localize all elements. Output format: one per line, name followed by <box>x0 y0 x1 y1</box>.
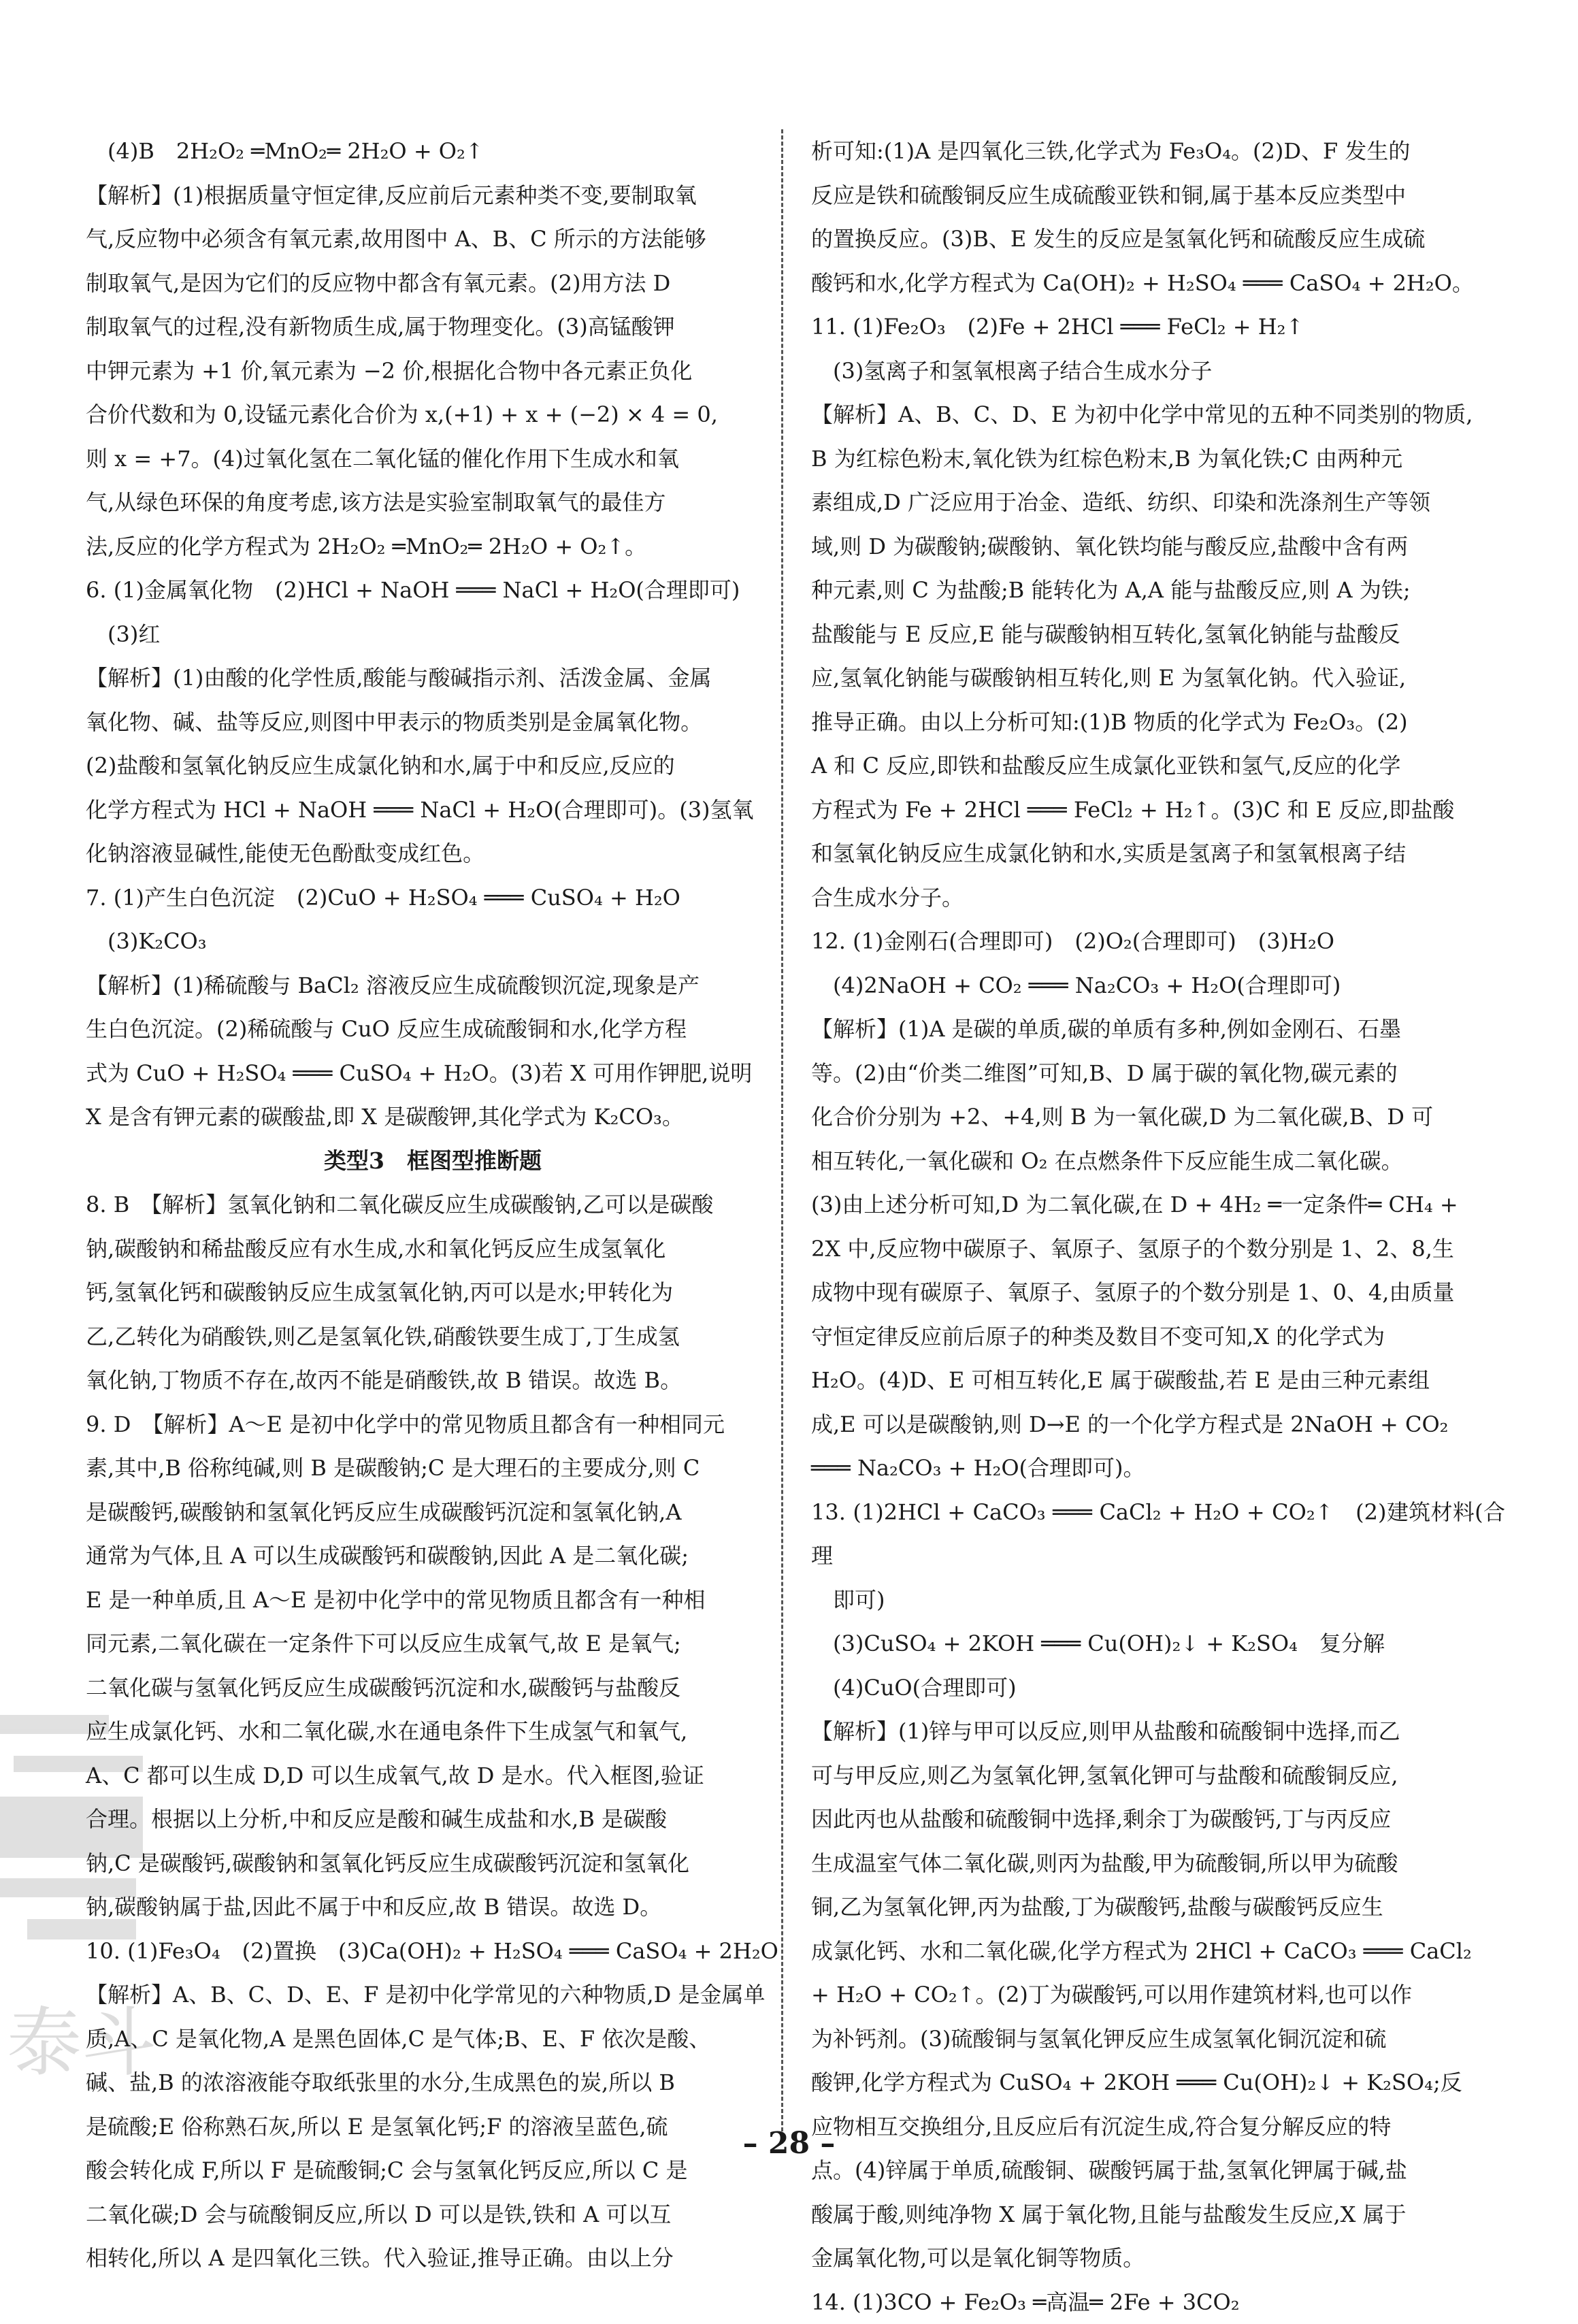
section-title: 类型3 框图型推断题 <box>86 1139 780 1183</box>
text-line: 成氯化钙、水和二氧化碳,化学方程式为 2HCl + CaCO₃ ═══ CaCl₂ <box>811 1929 1505 1974</box>
text-line: 和氢氧化钠反应生成氯化钠和水,实质是氢离子和氢氧根离子结 <box>811 832 1505 876</box>
text-line: H₂O。(4)D、E 可相互转化,E 属于碳酸盐,若 E 是由三种元素组 <box>811 1358 1505 1403</box>
text-line: 相互转化,一氧化碳和 O₂ 在点燃条件下反应能生成二氧化碳。 <box>811 1139 1505 1183</box>
text-line: 氧化物、碱、盐等反应,则图中甲表示的物质类别是金属氧化物。 <box>86 700 780 744</box>
text-line: 乙,乙转化为硝酸铁,则乙是氢氧化铁,硝酸铁要生成丁,丁生成氢 <box>86 1315 780 1359</box>
text-line: 质,A、C 是氧化物,A 是黑色固体,C 是气体;B、E、F 依次是酸、 <box>86 2017 780 2061</box>
text-line: 气,从绿色环保的角度考虑,该方法是实验室制取氧气的最佳方 <box>86 480 780 525</box>
text-line: 则 x = +7。(4)过氧化氢在二氧化锰的催化作用下生成水和氧 <box>86 437 780 481</box>
text-line: 9. D 【解析】A～E 是初中化学中的常见物质且都含有一种相同元 <box>86 1403 780 1447</box>
text-line: 素组成,D 广泛应用于冶金、造纸、纺织、印染和洗涤剂生产等领 <box>811 480 1505 525</box>
text-line: 可与甲反应,则乙为氢氧化钾,氢氧化钾可与盐酸和硫酸铜反应, <box>811 1754 1505 1798</box>
text-line: (4)2NaOH + CO₂ ═══ Na₂CO₃ + H₂O(合理即可) <box>811 964 1505 1008</box>
text-line: 碱、盐,B 的浓溶液能夺取纸张里的水分,生成黑色的炭,所以 B <box>86 2061 780 2105</box>
text-line: 化钠溶液显碱性,能使无色酚酞变成红色。 <box>86 832 780 876</box>
text-line: 7. (1)产生白色沉淀 (2)CuO + H₂SO₄ ═══ CuSO₄ + H₂O <box>86 876 780 920</box>
text-line: 【解析】(1)锌与甲可以反应,则甲从盐酸和硫酸铜中选择,而乙 <box>811 1709 1505 1754</box>
text-line: (3)氢离子和氢氧根离子结合生成水分子 <box>811 349 1505 393</box>
text-line: 【解析】(1)由酸的化学性质,酸能与酸碱指示剂、活泼金属、金属 <box>86 656 780 700</box>
text-line: 是硫酸;E 俗称熟石灰,所以 E 是氢氧化钙;F 的溶液呈蓝色,硫 <box>86 2105 780 2149</box>
text-line: 生成温室气体二氧化碳,则丙为盐酸,甲为硫酸铜,所以甲为硫酸 <box>811 1842 1505 1886</box>
text-line: 铜,乙为氢氧化钾,丙为盐酸,丁为碳酸钙,盐酸与碳酸钙反应生 <box>811 1885 1505 1929</box>
text-line: 合价代数和为 0,设锰元素化合价为 x,(+1) + x + (−2) × 4 = 0, <box>86 393 780 437</box>
text-line: 酸会转化成 F,所以 F 是硫酸铜;C 会与氢氧化钙反应,所以 C 是 <box>86 2148 780 2193</box>
right-column <box>811 129 1505 2324</box>
text-line: 钠,碳酸钠属于盐,因此不属于中和反应,故 B 错误。故选 D。 <box>86 1885 780 1929</box>
text-line: 因此丙也从盐酸和硫酸铜中选择,剩余丁为碳酸钙,丁与丙反应 <box>811 1797 1505 1842</box>
text-line: 域,则 D 为碳酸钠;碳酸钠、氧化铁均能与酸反应,盐酸中含有两 <box>811 525 1505 569</box>
text-line: 酸属于酸,则纯净物 X 属于氧化物,且能与盐酸发生反应,X 属于 <box>811 2193 1505 2237</box>
text-line: 生白色沉淀。(2)稀硫酸与 CuO 反应生成硫酸铜和水,化学方程 <box>86 1007 780 1051</box>
text-line: 【解析】A、B、C、D、E、F 是初中化学常见的六种物质,D 是金属单 <box>86 1973 780 2017</box>
text-line: + H₂O + CO₂↑。(2)丁为碳酸钙,可以用作建筑材料,也可以作 <box>811 1973 1505 2017</box>
text-line: 【解析】(1)A 是碳的单质,碳的单质有多种,例如金刚石、石墨 <box>811 1007 1505 1051</box>
text-line: 中钾元素为 +1 价,氧元素为 −2 价,根据化合物中各元素正负化 <box>86 349 780 393</box>
column-divider <box>781 129 783 2144</box>
text-line: 2X 中,反应物中碳原子、氧原子、氢原子的个数分别是 1、2、8,生 <box>811 1227 1505 1271</box>
text-line: 二氧化碳与氢氧化钙反应生成碳酸钙沉淀和水,碳酸钙与盐酸反 <box>86 1666 780 1710</box>
text-line: 10. (1)Fe₃O₄ (2)置换 (3)Ca(OH)₂ + H₂SO₄ ═══ CaSO₄ + 2H₂O <box>86 1929 780 1974</box>
text-line: 6. (1)金属氧化物 (2)HCl + NaOH ═══ NaCl + H₂O(合理即可) <box>86 568 780 612</box>
text-line: 钠,C 是碳酸钙,碳酸钠和氢氧化钙反应生成碳酸钙沉淀和氢氧化 <box>86 1842 780 1886</box>
text-line: (3)由上述分析可知,D 为二氧化碳,在 D + 4H₂ ═一定条件═ CH₄ + <box>811 1183 1505 1227</box>
text-line: 11. (1)Fe₂O₃ (2)Fe + 2HCl ═══ FeCl₂ + H₂↑ <box>811 305 1505 349</box>
text-line: 制取氧气的过程,没有新物质生成,属于物理变化。(3)高锰酸钾 <box>86 305 780 349</box>
text-line: 成物中现有碳原子、氧原子、氢原子的个数分别是 1、0、4,由质量 <box>811 1271 1505 1315</box>
text-line: 【解析】A、B、C、D、E 为初中化学中常见的五种不同类别的物质, <box>811 393 1505 437</box>
text-line: 守恒定律反应前后原子的种类及数目不变可知,X 的化学式为 <box>811 1315 1505 1359</box>
text-line: (3)K₂CO₃ <box>86 919 780 964</box>
text-line: (4)CuO(合理即可) <box>811 1666 1505 1710</box>
text-line: 气,反应物中必须含有氧元素,故用图中 A、B、C 所示的方法能够 <box>86 217 780 261</box>
text-line: 应,氢氧化钠能与碳酸钠相互转化,则 E 为氢氧化钠。代入验证, <box>811 656 1505 700</box>
text-line: 钠,碳酸钠和稀盐酸反应有水生成,水和氧化钙反应生成氢氧化 <box>86 1227 780 1271</box>
text-line: 通常为气体,且 A 可以生成碳酸钙和碳酸钠,因此 A 是二氧化碳; <box>86 1534 780 1578</box>
text-line: 钙,氢氧化钙和碳酸钠反应生成氢氧化钠,丙可以是水;甲转化为 <box>86 1271 780 1315</box>
text-line: (3)红 <box>86 612 780 657</box>
text-line: 合生成水分子。 <box>811 876 1505 920</box>
text-line: (3)CuSO₄ + 2KOH ═══ Cu(OH)₂↓ + K₂SO₄ 复分解 <box>811 1622 1505 1666</box>
text-line: (4)B 2H₂O₂ ═MnO₂═ 2H₂O + O₂↑ <box>86 129 780 174</box>
text-line: 式为 CuO + H₂SO₄ ═══ CuSO₄ + H₂O。(3)若 X 可用作钾肥,说明 <box>86 1051 780 1096</box>
text-line: B 为红棕色粉末,氧化铁为红棕色粉末,B 为氧化铁;C 由两种元 <box>811 437 1505 481</box>
page-number: – 28 – <box>0 2126 1578 2161</box>
text-line: 14. (1)3CO + Fe₂O₃ ═高温═ 2Fe + 3CO₂ <box>811 2280 1505 2324</box>
text-line: E 是一种单质,且 A～E 是初中化学中的常见物质且都含有一种相 <box>86 1578 780 1622</box>
text-line: 的置换反应。(3)B、E 发生的反应是氢氧化钙和硫酸反应生成硫 <box>811 217 1505 261</box>
text-line: 等。(2)由“价类二维图”可知,B、D 属于碳的氧化物,碳元素的 <box>811 1051 1505 1096</box>
text-line: (2)盐酸和氢氧化钠反应生成氯化钠和水,属于中和反应,反应的 <box>86 744 780 788</box>
text-line: 反应是铁和硫酸铜反应生成硫酸亚铁和铜,属于基本反应类型中 <box>811 174 1505 218</box>
text-line: 酸钙和水,化学方程式为 Ca(OH)₂ + H₂SO₄ ═══ CaSO₄ + 2H₂O。 <box>811 261 1505 306</box>
text-line: 【解析】(1)根据质量守恒定律,反应前后元素种类不变,要制取氧 <box>86 174 780 218</box>
text-line: 素,其中,B 俗称纯碱,则 B 是碳酸钠;C 是大理石的主要成分,则 C <box>86 1446 780 1490</box>
text-line: A、C 都可以生成 D,D 可以生成氧气,故 D 是水。代入框图,验证 <box>86 1754 780 1798</box>
text-line: A 和 C 反应,即铁和盐酸反应生成氯化亚铁和氢气,反应的化学 <box>811 744 1505 788</box>
text-line: 为补钙剂。(3)硫酸铜与氢氧化钾反应生成氢氧化铜沉淀和硫 <box>811 2017 1505 2061</box>
text-line: 应生成氯化钙、水和二氧化碳,水在通电条件下生成氢气和氧气, <box>86 1709 780 1754</box>
text-line: 【解析】(1)稀硫酸与 BaCl₂ 溶液反应生成硫酸钡沉淀,现象是产 <box>86 964 780 1008</box>
text-line: 应物相互交换组分,且反应后有沉淀生成,符合复分解反应的特 <box>811 2105 1505 2149</box>
text-line: 成,E 可以是碳酸钠,则 D→E 的一个化学方程式是 2NaOH + CO₂ <box>811 1403 1505 1447</box>
text-line: 8. B 【解析】氢氧化钠和二氧化碳反应生成碳酸钠,乙可以是碳酸 <box>86 1183 780 1227</box>
text-line: 是碳酸钙,碳酸钠和氢氧化钙反应生成碳酸钙沉淀和氢氧化钠,A <box>86 1490 780 1535</box>
watermark-text: 泰斗 <box>7 1999 157 2086</box>
text-line: 点。(4)锌属于单质,硫酸铜、碳酸钙属于盐,氢氧化钾属于碱,盐 <box>811 2148 1505 2193</box>
text-line: 化学方程式为 HCl + NaOH ═══ NaCl + H₂O(合理即可)。(3)氢氧 <box>86 788 780 832</box>
text-line: 合理。根据以上分析,中和反应是酸和碱生成盐和水,B 是碳酸 <box>86 1797 780 1842</box>
text-line: 方程式为 Fe + 2HCl ═══ FeCl₂ + H₂↑。(3)C 和 E 反应,即盐酸 <box>811 788 1505 832</box>
text-line: 相转化,所以 A 是四氧化三铁。代入验证,推导正确。由以上分 <box>86 2236 780 2280</box>
text-line: 法,反应的化学方程式为 2H₂O₂ ═MnO₂═ 2H₂O + O₂↑。 <box>86 525 780 569</box>
text-line: 二氧化碳;D 会与硫酸铜反应,所以 D 可以是铁,铁和 A 可以互 <box>86 2193 780 2237</box>
text-line: 12. (1)金刚石(合理即可) (2)O₂(合理即可) (3)H₂O <box>811 919 1505 964</box>
left-column <box>86 129 780 2280</box>
text-line: 推导正确。由以上分析可知:(1)B 物质的化学式为 Fe₂O₃。(2) <box>811 700 1505 744</box>
text-line: 化合价分别为 +2、+4,则 B 为一氧化碳,D 为二氧化碳,B、D 可 <box>811 1095 1505 1139</box>
text-line: 同元素,二氧化碳在一定条件下可以反应生成氧气,故 E 是氧气; <box>86 1622 780 1666</box>
text-line: 13. (1)2HCl + CaCO₃ ═══ CaCl₂ + H₂O + CO₂↑ (2)建筑材料(合理 <box>811 1490 1505 1578</box>
text-line: 即可) <box>811 1578 1505 1622</box>
text-line: 酸钾,化学方程式为 CuSO₄ + 2KOH ═══ Cu(OH)₂↓ + K₂SO₄;反 <box>811 2061 1505 2105</box>
text-line: 制取氧气,是因为它们的反应物中都含有氧元素。(2)用方法 D <box>86 261 780 306</box>
text-line: X 是含有钾元素的碳酸盐,即 X 是碳酸钾,其化学式为 K₂CO₃。 <box>86 1095 780 1139</box>
text-line: 氧化钠,丁物质不存在,故丙不能是硝酸铁,故 B 错误。故选 B。 <box>86 1358 780 1403</box>
text-line: 种元素,则 C 为盐酸;B 能转化为 A,A 能与盐酸反应,则 A 为铁; <box>811 568 1505 612</box>
text-line: ═══ Na₂CO₃ + H₂O(合理即可)。 <box>811 1446 1505 1490</box>
text-line: 金属氧化物,可以是氧化铜等物质。 <box>811 2236 1505 2280</box>
text-line: 盐酸能与 E 反应,E 能与碳酸钠相互转化,氢氧化钠能与盐酸反 <box>811 612 1505 657</box>
text-line: 析可知:(1)A 是四氧化三铁,化学式为 Fe₃O₄。(2)D、F 发生的 <box>811 129 1505 174</box>
